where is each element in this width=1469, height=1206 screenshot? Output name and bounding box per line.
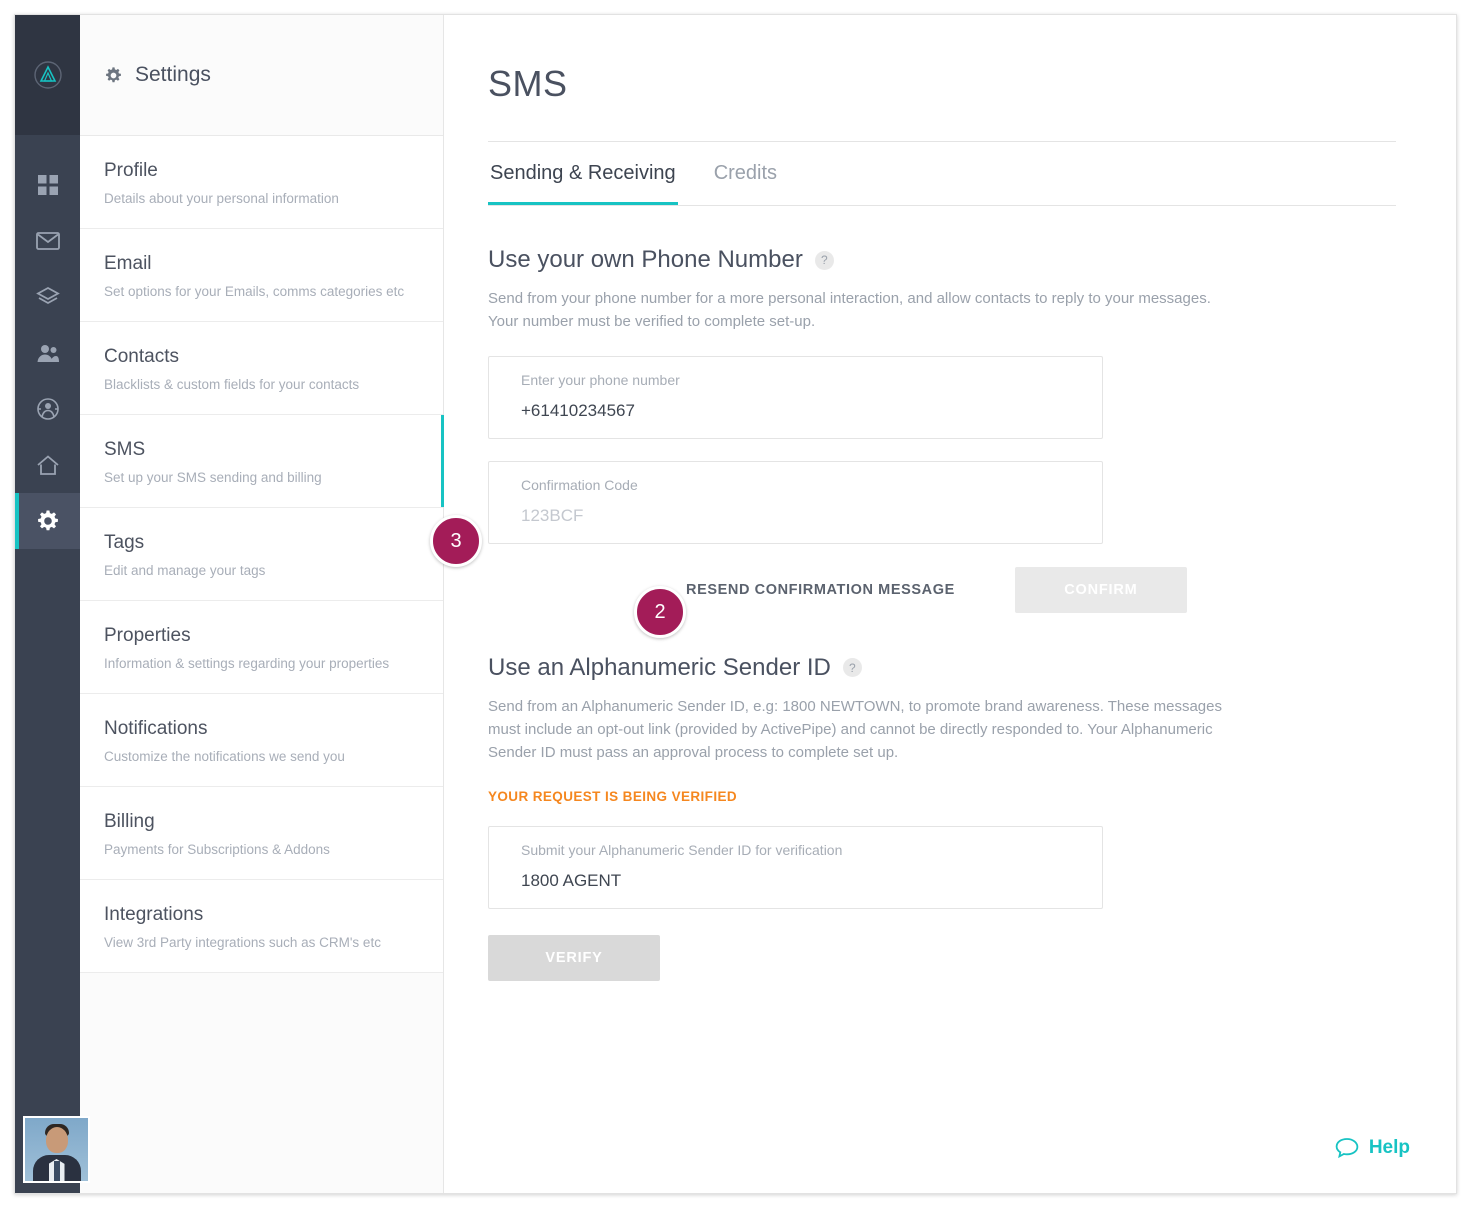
phone-section-header — [488, 246, 1396, 274]
callout-badge-2: 2 — [634, 586, 686, 638]
phone-actions-row — [488, 566, 1396, 614]
settings-nav — [80, 15, 444, 1193]
sidebar-item-billing[interactable] — [80, 787, 443, 880]
phone-section-description: Send from your phone number for a more personal interaction, and allow contacts to reply to your messages. Your number must be verified to complete set-up. — [488, 290, 1211, 331]
settings-nav-list — [80, 135, 443, 973]
sidebar-item-label: Notifications — [104, 718, 208, 739]
phone-number-value: +61410234567 — [521, 400, 635, 420]
settings-nav-header — [80, 15, 443, 135]
settings-title: Settings — [135, 63, 211, 86]
app-window — [14, 14, 1457, 1194]
avatar[interactable] — [23, 1116, 90, 1183]
confirmation-code-field[interactable] — [488, 461, 1103, 544]
gear-icon — [104, 66, 123, 85]
sidebar-item-desc: Set up your SMS sending and billing — [104, 470, 322, 485]
sidebar-item-desc: Payments for Subscriptions & Addons — [104, 842, 330, 857]
sidebar-item-desc: Customize the notifications we send you — [104, 749, 345, 764]
sidebar-item-label: Integrations — [104, 904, 204, 925]
sidebar-item-desc: Information & settings regarding your properties — [104, 656, 390, 671]
rail-item-dashboard[interactable] — [15, 157, 80, 213]
sidebar-item-sms[interactable] — [80, 415, 443, 508]
avatar-image — [25, 1118, 88, 1181]
help-widget[interactable] — [1335, 1137, 1410, 1159]
rail-item-properties[interactable] — [15, 437, 80, 493]
callout-badge-3: 3 — [430, 515, 482, 567]
rail-item-settings[interactable] — [15, 493, 80, 549]
mail-icon — [36, 231, 60, 251]
help-tooltip-icon[interactable]: ? — [843, 658, 862, 677]
primary-icon-rail — [15, 15, 80, 1193]
activepipe-logo-icon — [33, 60, 63, 90]
sidebar-item-integrations[interactable] — [80, 880, 443, 973]
sidebar-item-label: Contacts — [104, 346, 179, 367]
nav-filler — [80, 973, 443, 1193]
sidebar-item-desc: Details about your personal information — [104, 191, 339, 206]
rail-item-campaigns[interactable] — [15, 213, 80, 269]
sidebar-item-desc: View 3rd Party integrations such as CRM's etc — [104, 935, 381, 950]
sidebar-item-notifications[interactable] — [80, 694, 443, 787]
sidebar-item-profile[interactable] — [80, 136, 443, 229]
verify-button[interactable]: VERIFY — [488, 935, 660, 981]
sender-id-value: 1800 AGENT — [521, 871, 622, 891]
chat-bubble-icon — [1335, 1137, 1359, 1159]
sidebar-item-label: Tags — [104, 532, 145, 553]
sidebar-item-label: Properties — [104, 625, 191, 646]
sidebar-item-desc: Set options for your Emails, comms categories etc — [104, 284, 405, 299]
sidebar-item-label: Billing — [104, 811, 155, 832]
sender-id-field[interactable] — [488, 826, 1103, 909]
leads-icon — [36, 397, 60, 421]
resend-confirmation-button[interactable]: RESEND CONFIRMATION MESSAGE — [686, 581, 955, 598]
home-icon — [36, 454, 60, 476]
sender-id-label: Submit your Alphanumeric Sender ID for verification — [521, 842, 843, 859]
tab-credits[interactable]: Credits — [713, 162, 778, 184]
help-tooltip-icon[interactable]: ? — [815, 251, 834, 270]
rail-item-content[interactable] — [15, 269, 80, 325]
contacts-icon — [36, 342, 60, 364]
page-title: SMS — [488, 63, 568, 104]
confirm-button[interactable]: CONFIRM — [1015, 567, 1187, 613]
status-badge: YOUR REQUEST IS BEING VERIFIED — [488, 789, 738, 805]
settings-gear-icon — [36, 509, 60, 533]
tab-bar — [488, 142, 1396, 206]
phone-number-field[interactable] — [488, 356, 1103, 439]
sidebar-item-desc: Edit and manage your tags — [104, 563, 266, 578]
sidebar-item-label: SMS — [104, 439, 146, 460]
rail-item-leads[interactable] — [15, 381, 80, 437]
rail-item-list — [15, 135, 80, 549]
sender-section-description: Send from an Alphanumeric Sender ID, e.g: 1800 NEWTOWN, to promote brand awareness. These messages must include an opt-out link (provided by ActivePipe) and cannot be directly responded to. Your Alphanumeric Sender ID must pass an approval process to complete set up. — [488, 697, 1222, 761]
rail-item-contacts[interactable] — [15, 325, 80, 381]
confirmation-code-placeholder: 123BCF — [521, 505, 584, 525]
sidebar-item-contacts[interactable] — [80, 322, 443, 415]
sidebar-item-label: Profile — [104, 160, 158, 181]
sender-section-heading: Use an Alphanumeric Sender ID — [488, 653, 831, 681]
main-content — [444, 15, 1456, 1193]
layers-icon — [36, 286, 60, 308]
phone-section-heading: Use your own Phone Number — [488, 246, 803, 273]
app-logo[interactable] — [15, 15, 80, 135]
sidebar-item-email[interactable] — [80, 229, 443, 322]
sender-section-header — [488, 654, 1396, 682]
dashboard-icon — [37, 174, 59, 196]
phone-number-label: Enter your phone number — [521, 371, 680, 388]
tab-sending-receiving[interactable]: Sending & Receiving — [488, 142, 678, 205]
help-label: Help — [1368, 1137, 1410, 1158]
sidebar-item-tags[interactable] — [80, 508, 443, 601]
sidebar-item-desc: Blacklists & custom fields for your contacts — [104, 377, 360, 392]
confirmation-code-label: Confirmation Code — [521, 476, 638, 493]
sidebar-item-properties[interactable] — [80, 601, 443, 694]
sidebar-item-label: Email — [104, 253, 152, 274]
